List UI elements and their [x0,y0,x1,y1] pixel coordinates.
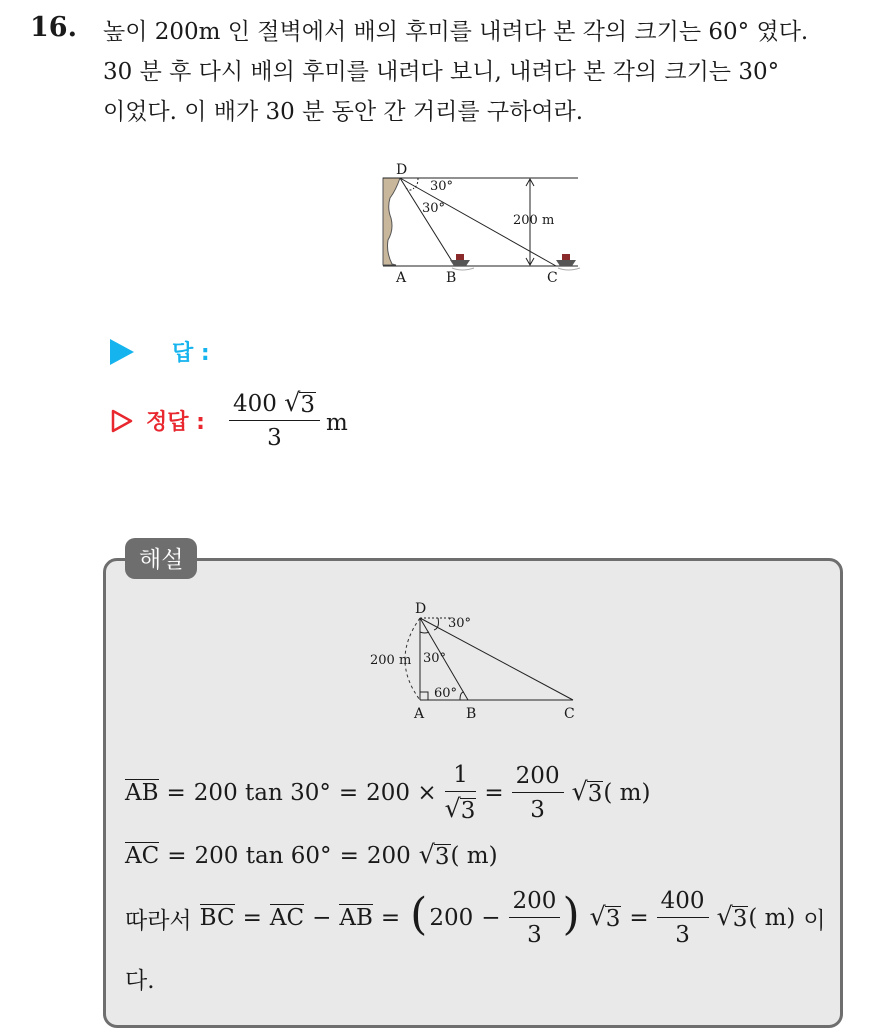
arc-bottom [460,692,464,700]
label-a: A [396,270,407,285]
solution-eq-2: AC = 200 tan 60° = 200 √ 3 ( m) [125,840,498,871]
angle-bottom-label: 60° [434,686,458,701]
label-d: D [415,601,427,617]
segment-bc: BC [199,905,235,932]
correct-value [229,390,348,451]
label-b: B [466,706,477,722]
question-text [103,12,873,132]
height-label: 200 m [513,213,555,228]
label-c: C [547,270,558,285]
solution-tail: 다. [125,968,155,994]
solution-figure [368,600,588,725]
height-label: 200 m [370,653,412,668]
arc-inner [420,632,429,633]
correct-answer-row [110,390,348,451]
segment-ac: AC [125,843,160,869]
angle-inner-label: 30° [422,201,446,216]
correct-marker-icon [110,409,134,433]
ship-c-icon [556,254,580,270]
label-a: A [414,706,425,722]
answer-label: 답 : [172,341,210,366]
angle-top-label: 30° [448,616,472,631]
angle-inner-label: 30° [423,651,447,666]
fraction-1-over-sqrt3: 1 √ 3 [444,762,476,824]
problem-figure [378,160,588,285]
segment-ab: AB [125,779,159,806]
label-b: B [446,270,457,285]
answer-row [110,336,210,367]
solution-eq-3: 따라서 BC = AC − AB = ( 200 − $\frac{200}{3}$ ) √ 3 = $\frac{400}{3}$ √ 3 ( m) 이 [125,888,826,948]
ship-b-icon [450,254,474,270]
solution-tab: 해설 [125,538,197,579]
correct-radicand: 3 [300,392,315,418]
correct-denominator: 3 [267,425,282,452]
fraction-200-over-3: $\frac{200}{3}$ [512,763,564,823]
question-line-2: 30 분 후 다시 배의 후미를 내려다 보니, 내려다 본 각의 크기는 30° [103,59,780,85]
question-line-1: 높이 200m 인 절벽에서 배의 후미를 내려다 본 각의 크기는 60° 였다. [103,19,809,45]
correct-unit: m [325,409,348,436]
solution-eq-1: AB = 200 tan 30° = 200 × 1 √ 3 = $\frac{200}{3}$ √ 3 ( m) [125,762,651,824]
angle-top-label: 30° [430,179,454,194]
right-angle-mark [420,692,428,700]
question-line-3: 이었다. 이 배가 30 분 동안 간 거리를 구하여라. [103,99,584,125]
cliff-shape [383,178,400,265]
correct-label: 정답 : [146,410,205,436]
correct-numerator: 400 [232,391,277,417]
label-c: C [564,706,575,722]
label-d: D [396,162,408,178]
correct-fraction [229,390,320,451]
arc-top [434,618,439,630]
correct-sqrt: √ 3 [284,388,315,418]
question-number: 16. [30,12,77,43]
answer-marker-icon [110,339,134,365]
